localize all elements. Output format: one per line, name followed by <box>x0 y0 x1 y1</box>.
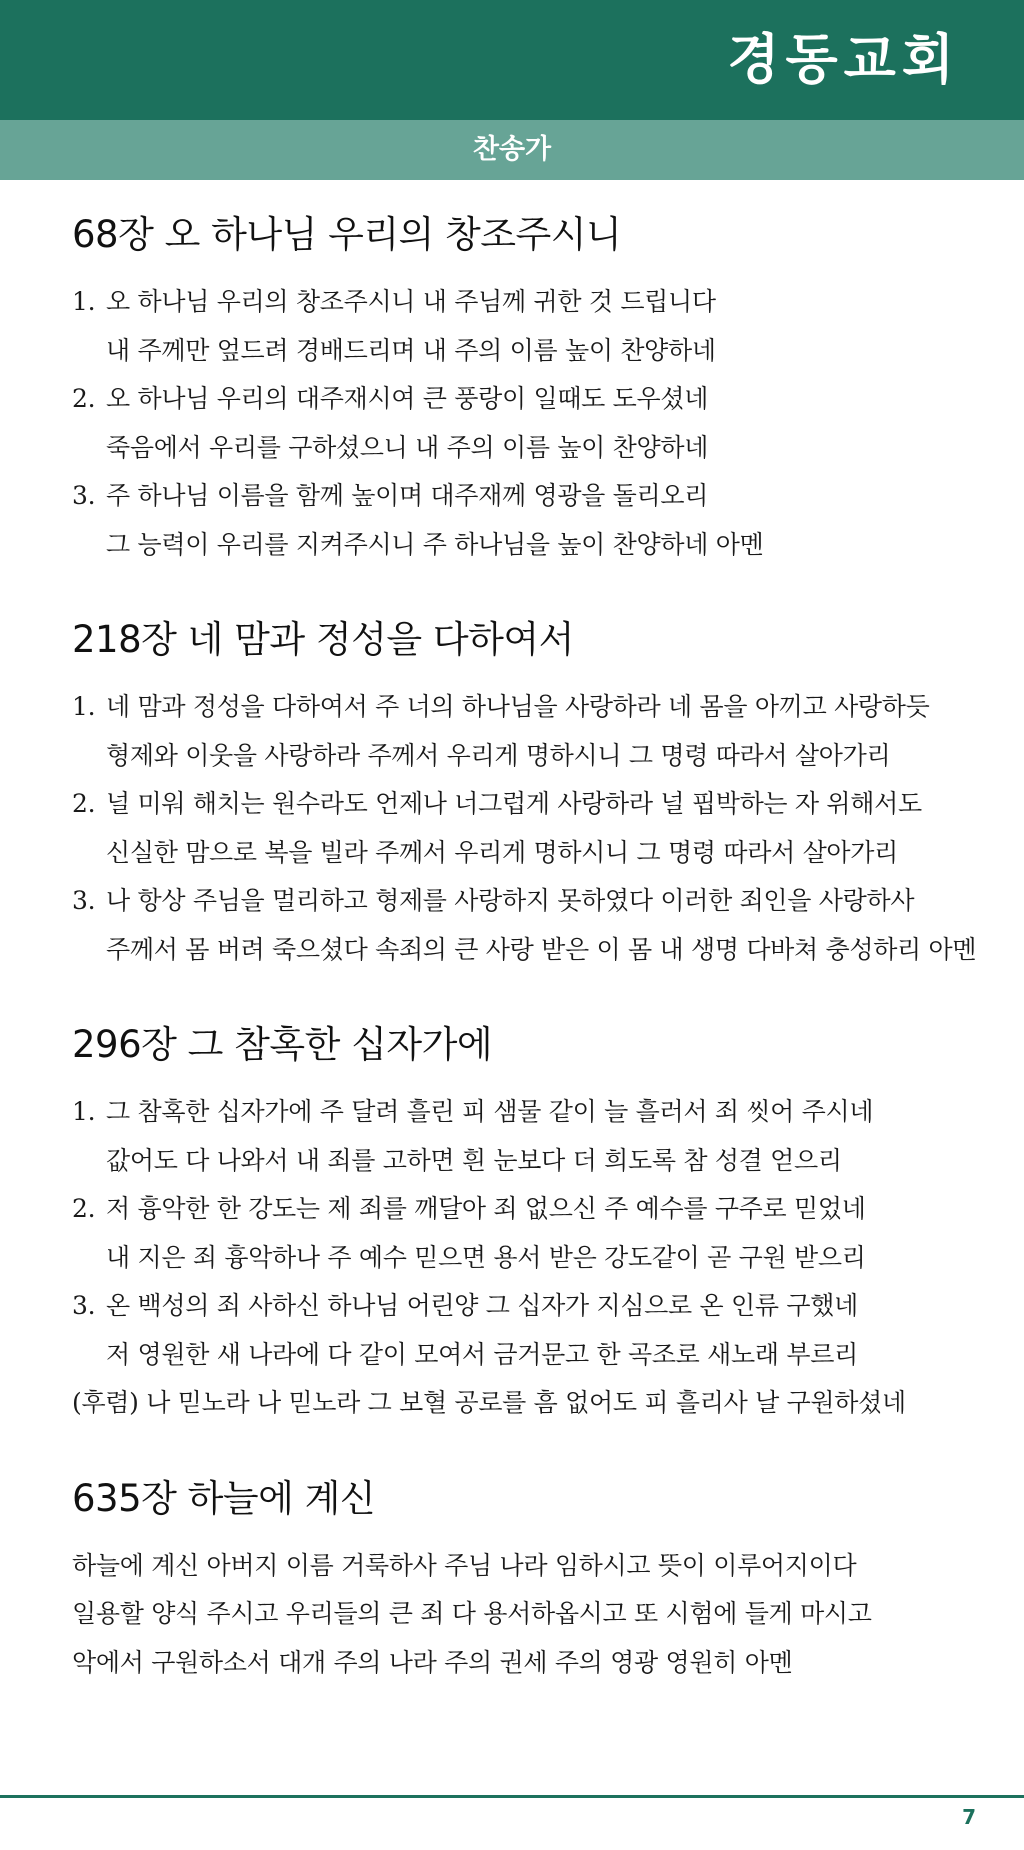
hymn-218 <box>72 615 1002 974</box>
section-title: 찬송가 <box>472 134 552 165</box>
hymn-title: 218장 네 맘과 정성을 다하여서 <box>72 618 574 661</box>
hymn-title: 635장 하늘에 계신 <box>72 1476 376 1520</box>
verse-text: 온 백성의 죄 사하신 하나님 어린양 그 십자가 지심으로 온 인류 구했네 <box>106 1291 858 1320</box>
church-logo: 경동교회 <box>727 28 960 91</box>
hymn-verse <box>72 278 1002 375</box>
hymn-title: 296장 그 참혹한 십자가에 <box>72 1023 493 1066</box>
prayer-line: 일용할 양식 주시고 우리들의 큰 죄 다 용서하옵시고 또 시험에 들게 마시고 <box>72 1599 872 1628</box>
verse-text: 오 하나님 우리의 창조주시니 내 주님께 귀한 것 드립니다 <box>106 287 716 316</box>
verse-number: 1. <box>72 692 96 721</box>
header-band <box>0 0 1024 120</box>
verse-line <box>72 472 1002 521</box>
verse-text: 그 참혹한 십자가에 주 달려 흘린 피 샘물 같이 늘 흘러서 죄 씻어 주시네 <box>106 1097 874 1126</box>
verse-number: 1. <box>72 287 96 316</box>
verse-number: 3. <box>72 886 96 915</box>
verse-line <box>72 877 1002 926</box>
verse-line <box>72 683 1002 732</box>
verse-text: 저 흉악한 한 강도는 제 죄를 깨달아 죄 없으신 주 예수를 구주로 믿었네 <box>106 1194 866 1223</box>
verse-text: 나 항상 주님을 멀리하고 형제를 사랑하지 못하였다 이러한 죄인을 사랑하사 <box>106 886 915 915</box>
hymn-title: 68장 오 하나님 우리의 창조주시니 <box>72 213 622 256</box>
footer-rule <box>0 1795 1024 1798</box>
verse-line <box>72 1088 1002 1137</box>
hymn-296 <box>72 1020 1002 1428</box>
verse-line: 그 능력이 우리를 지켜주시니 주 하나님을 높이 찬양하네 아멘 <box>106 529 764 559</box>
verse-number: 3. <box>72 1291 96 1320</box>
hymn-verse <box>72 1282 1002 1379</box>
verse-number: 2. <box>72 384 96 413</box>
prayer-line: 하늘에 계신 아버지 이름 거룩하사 주님 나라 임하시고 뜻이 이루어지이다 <box>72 1550 857 1580</box>
verse-line: 주께서 몸 버려 죽으셨다 속죄의 큰 사랑 받은 이 몸 내 생명 다바쳐 충성하리 아멘 <box>106 934 977 964</box>
prayer-line: 악에서 구원하소서 대개 주의 나라 주의 권세 주의 영광 영원히 아멘 <box>72 1647 793 1677</box>
hymn-635 <box>72 1474 1002 1688</box>
hymn-verse <box>72 472 1002 569</box>
verse-number: 2. <box>72 1194 96 1223</box>
verse-line: 형제와 이웃을 사랑하라 주께서 우리게 명하시니 그 명령 따라서 살아가리 <box>106 740 891 770</box>
verse-line <box>72 1185 1002 1234</box>
verse-line: 신실한 맘으로 복을 빌라 주께서 우리게 명하시니 그 명령 따라서 살아가리 <box>106 837 898 867</box>
hymn-verse <box>72 1185 1002 1282</box>
section-band <box>0 120 1024 180</box>
verse-text: 네 맘과 정성을 다하여서 주 너의 하나님을 사랑하라 네 몸을 아끼고 사랑하듯 <box>106 692 930 721</box>
hymn-verse <box>72 780 1002 877</box>
verse-line: 내 주께만 엎드려 경배드리며 내 주의 이름 높이 찬양하네 <box>106 335 716 365</box>
verse-line <box>72 375 1002 424</box>
hymn-verse <box>72 375 1002 472</box>
hymn-verse <box>72 683 1002 780</box>
verse-line: 내 지은 죄 흉악하나 주 예수 믿으면 용서 받은 강도같이 곧 구원 받으리 <box>106 1242 866 1272</box>
verse-text: 주 하나님 이름을 함께 높이며 대주재께 영광을 돌리오리 <box>106 481 709 510</box>
verse-line <box>72 780 1002 829</box>
verse-text: 오 하나님 우리의 대주재시여 큰 풍랑이 일때도 도우셨네 <box>106 384 709 413</box>
verse-line: 저 영원한 새 나라에 다 같이 모여서 금거문고 한 곡조로 새노래 부르리 <box>106 1339 858 1369</box>
verse-number: 1. <box>72 1097 96 1126</box>
page-number: 7 <box>962 1805 976 1829</box>
verse-line <box>72 1282 1002 1331</box>
verse-line: 죽음에서 우리를 구하셨으니 내 주의 이름 높이 찬양하네 <box>106 432 709 462</box>
verse-number: 2. <box>72 789 96 818</box>
verse-line <box>72 278 1002 327</box>
hymn-verse <box>72 1088 1002 1185</box>
hymn-verse <box>72 877 1002 974</box>
verse-text: 널 미워 해치는 원수라도 언제나 너그럽게 사랑하라 널 핍박하는 자 위해서도 <box>106 789 922 818</box>
verse-number: 3. <box>72 481 96 510</box>
hymn-68 <box>72 210 1002 569</box>
verse-line: 값어도 다 나와서 내 죄를 고하면 흰 눈보다 더 희도록 참 성결 얻으리 <box>106 1145 842 1175</box>
refrain-line: (후렴) 나 믿노라 나 믿노라 그 보혈 공로를 흠 없어도 피 흘리사 날 구원하셨네 <box>72 1388 906 1417</box>
hymn-list <box>72 210 1002 1733</box>
